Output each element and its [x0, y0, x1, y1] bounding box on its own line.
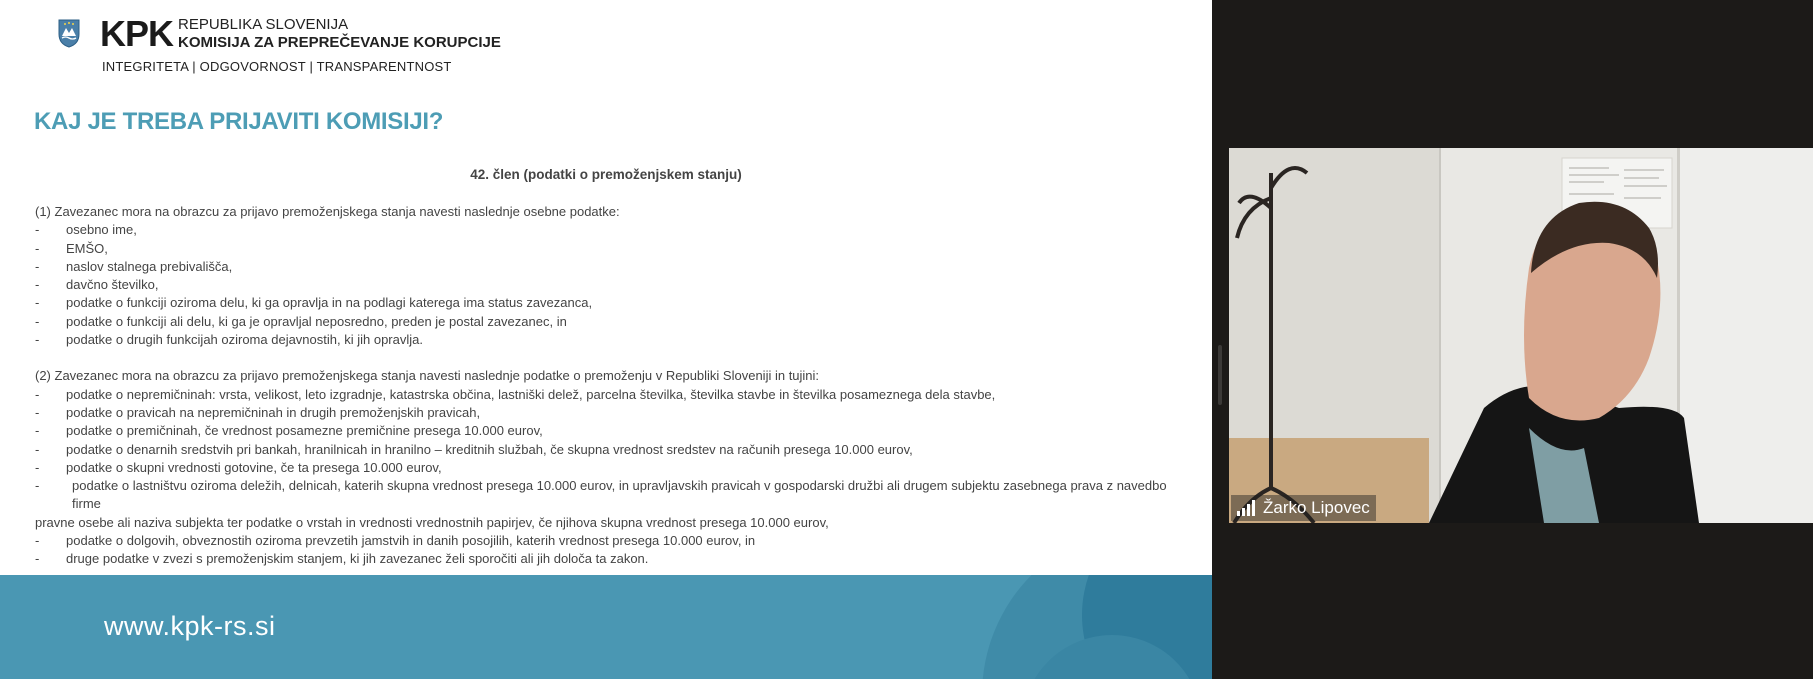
list-item-continuation: pravne osebe ali naziva subjekta ter podatke o vrstah in vrednosti vrednostnih papirjev, če njihova skupna vrednost presega 10.000 eurov, [35, 514, 829, 530]
list-item: - podatke o denarnih sredstvih pri bankah, hranilnicah in hranilno – kreditnih službah, če skupna vrednost sredstev na računih presega 10.000 eurov, [35, 441, 913, 457]
section1-intro: (1) Zavezanec mora na obrazcu za prijavo premoženjskega stanja navesti naslednje osebne podatke: [35, 204, 620, 219]
list-item: - podatke o funkciji ali delu, ki ga je opravljal neposredno, preden je postal zavezanec, in [35, 313, 567, 329]
list-item: - podatke o dolgovih, obveznostih oziroma prevzetih jamstvih in danih posojilih, katerih vrednost presega 10.000 eurov, in [35, 533, 756, 549]
footer-decoration [912, 575, 1212, 679]
list-item: - podatke o pravicah na nepremičninah in drugih premoženjskih pravicah, [35, 404, 481, 420]
list-item: - osebno ime, [35, 222, 137, 238]
list-item: - podatke o premičninah, če vrednost posamezne premičnine presega 10.000 eurov, [35, 423, 543, 439]
footer-url: www.kpk-rs.si [104, 611, 276, 641]
list-item: - davčno številko, [35, 277, 159, 293]
article-body [35, 203, 1185, 569]
logo-commission-text: KOMISIJA ZA PREPREČEVANJE KORUPCIJE [178, 34, 501, 51]
slide-title: KAJ JE TREBA PRIJAVITI KOMISIJI? [34, 108, 444, 135]
list-item: - druge podatke v zvezi s premoženjskim stanjem, ki jih zavezanec želi sporočiti ali jih določa ta zakon. [35, 551, 649, 567]
participant-name: Žarko Lipovec [1263, 498, 1370, 517]
list-item: - EMŠO, [35, 240, 108, 256]
participant-video-feed [1229, 148, 1813, 523]
coat-of-arms-icon [57, 18, 81, 48]
article-heading: 42. člen (podatki o premoženjskem stanju) [470, 167, 742, 182]
slide-footer [0, 575, 1212, 679]
signal-strength-icon [1237, 500, 1257, 516]
panel-resize-handle[interactable] [1218, 345, 1222, 405]
list-item: - podatke o lastništvu oziroma deležih, delnicah, katerih skupna vrednost presega 10.000 eurov, in upravljavskih pravicah v gospodarski družbi ali drugem subjektu zasebnega prava z navedbo firme [35, 478, 1167, 512]
participant-name-label [1231, 495, 1376, 521]
logo-tagline: INTEGRITETA | ODGOVORNOST | TRANSPARENTNOST [102, 59, 452, 74]
list-item: - naslov stalnega prebivališča, [35, 258, 233, 274]
logo-republic-text: REPUBLIKA SLOVENIJA [178, 16, 349, 33]
logo-abbreviation: KPK [100, 13, 174, 54]
list-item: - podatke o drugih funkcijah oziroma dejavnostih, ki jih opravlja. [35, 332, 423, 348]
participant-video-tile[interactable] [1229, 148, 1813, 523]
section2-intro: (2) Zavezanec mora na obrazcu za prijavo premoženjskega stanja navesti naslednje podatke o premoženju v Republiki Sloveniji in tujini: [35, 368, 820, 384]
list-item: - podatke o nepremičninah: vrsta, velikost, leto izgradnje, katastrska občina, lastniški delež, parcelna številka, številka stavbe in številka posameznega dela stavbe, [35, 386, 996, 402]
list-item: - podatke o skupni vrednosti gotovine, če ta presega 10.000 eurov, [35, 459, 442, 475]
list-item: - podatke o funkciji oziroma delu, ki ga opravlja in na podlagi katerega ima status zavezanca, [35, 295, 593, 311]
